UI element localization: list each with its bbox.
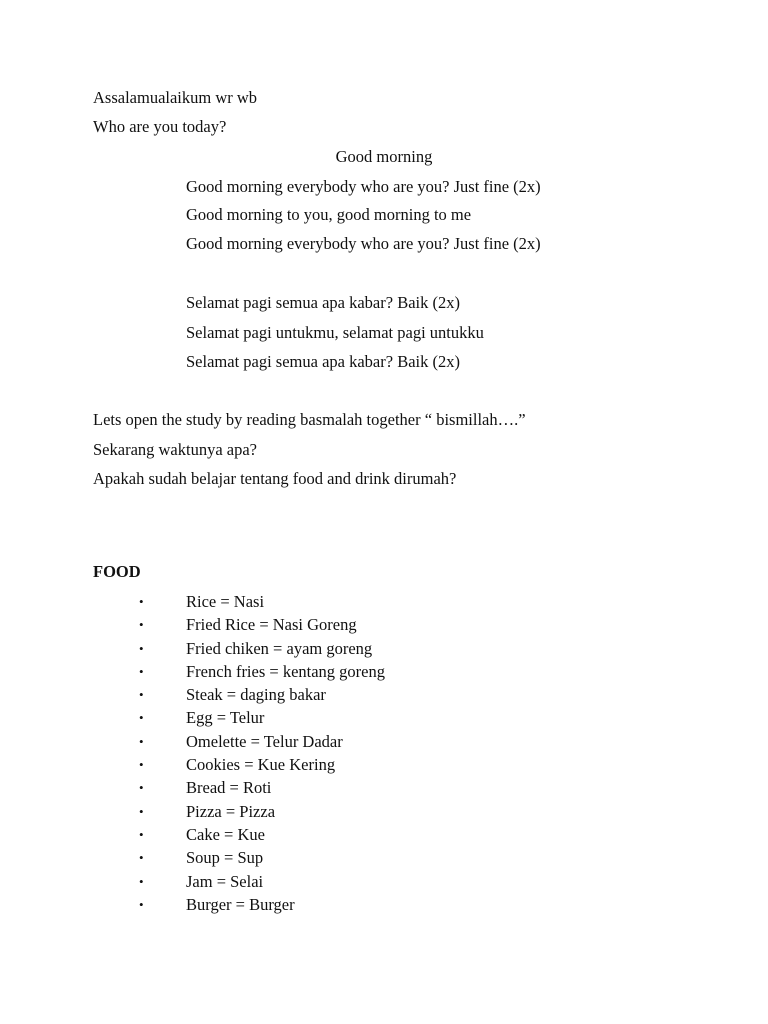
greeting-text: Assalamualaikum wr wb bbox=[93, 88, 258, 107]
food-item-text: Cookies = Kue Kering bbox=[186, 755, 336, 775]
bullet-icon: • bbox=[139, 896, 144, 912]
song-line-en-1: Good morning everybody who are you? Just fine (2x) bbox=[186, 177, 541, 196]
food-item-text: Fried Rice = Nasi Goreng bbox=[186, 615, 357, 635]
food-item-text: French fries = kentang goreng bbox=[186, 661, 385, 681]
bullet-icon: • bbox=[139, 733, 144, 749]
bullet-icon: • bbox=[139, 640, 144, 656]
food-item-text: Soup = Sup bbox=[186, 848, 264, 868]
food-item-text: Rice = Nasi bbox=[186, 592, 265, 611]
bullet-icon: • bbox=[139, 617, 144, 633]
bullet-icon: • bbox=[139, 687, 144, 703]
song-line-en-3: Good morning everybody who are you? Just fine (2x) bbox=[186, 234, 541, 253]
song-title: Good morning bbox=[335, 147, 433, 166]
question-text: Who are you today? bbox=[93, 117, 227, 136]
bullet-icon: • bbox=[139, 803, 144, 819]
bullet-icon: • bbox=[139, 873, 144, 889]
bullet-icon: • bbox=[139, 710, 144, 726]
bullet-icon: • bbox=[139, 826, 144, 842]
food-item-text: Burger = Burger bbox=[186, 894, 295, 914]
basmalah-instruction: Lets open the study by reading basmalah together “ bismillah….” bbox=[93, 410, 526, 429]
bullet-icon: • bbox=[139, 757, 144, 773]
food-item-text: Cake = Kue bbox=[186, 824, 265, 844]
bullet-icon: • bbox=[139, 780, 144, 796]
bullet-icon: • bbox=[139, 850, 144, 866]
food-item-text: Steak = daging bakar bbox=[186, 685, 326, 705]
food-item-text: Egg = Telur bbox=[186, 708, 265, 728]
food-heading: FOOD bbox=[93, 562, 141, 581]
food-item-text: Bread = Roti bbox=[186, 778, 272, 798]
food-item-text: Fried chiken = ayam goreng bbox=[186, 638, 373, 658]
song-line-id-3: Selamat pagi semua apa kabar? Baik (2x) bbox=[186, 352, 460, 371]
food-item-text: Omelette = Telur Dadar bbox=[186, 731, 343, 751]
song-line-id-2: Selamat pagi untukmu, selamat pagi untukku bbox=[186, 323, 484, 342]
song-line-en-2: Good morning to you, good morning to me bbox=[186, 205, 472, 224]
food-item-text: Jam = Selai bbox=[186, 871, 264, 891]
song-line-id-1: Selamat pagi semua apa kabar? Baik (2x) bbox=[186, 293, 460, 312]
study-question: Apakah sudah belajar tentang food and drink dirumah? bbox=[93, 469, 457, 488]
bullet-icon: • bbox=[139, 594, 144, 609]
bullet-icon: • bbox=[139, 663, 144, 679]
time-question: Sekarang waktunya apa? bbox=[93, 440, 258, 459]
food-item-text: Pizza = Pizza bbox=[186, 801, 276, 821]
